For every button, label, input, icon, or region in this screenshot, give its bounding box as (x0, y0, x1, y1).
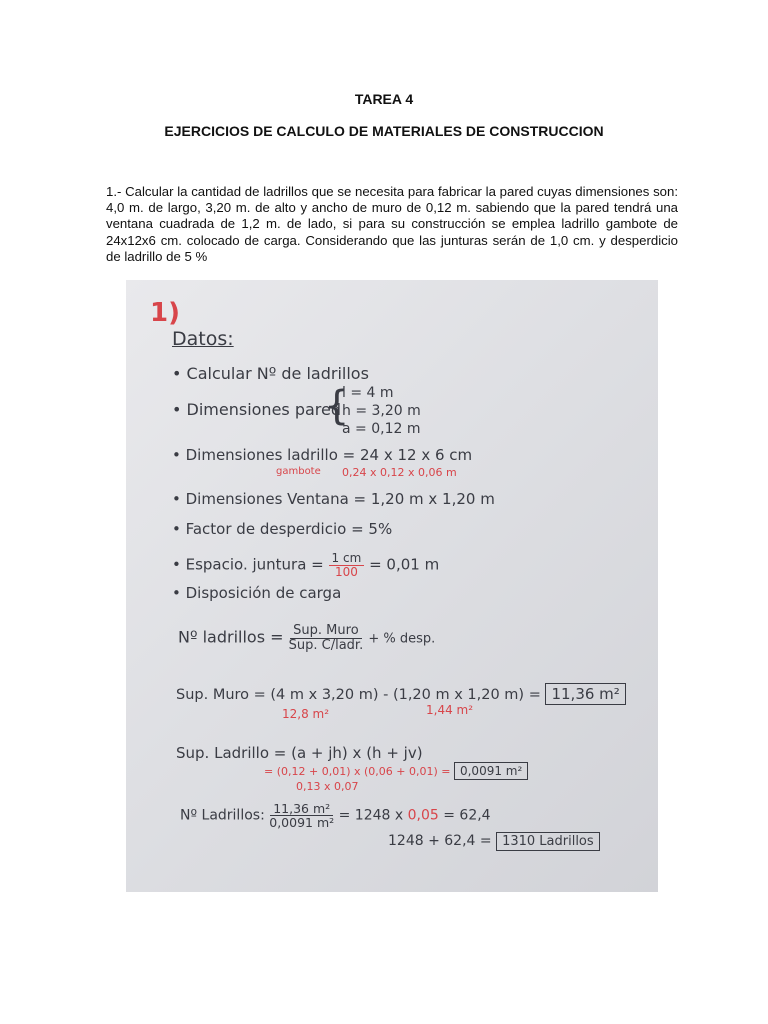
eq1-label: Nº ladrillos = (178, 627, 284, 647)
eq5-text: 1248 + 62,4 = (388, 833, 492, 849)
juntura-fraction (329, 552, 365, 578)
gambote-note: gambote (276, 466, 321, 477)
eq4-mid: = 1248 x (338, 807, 404, 824)
eq5-result-box: 1310 Ladrillos (496, 832, 600, 851)
eq-total (388, 833, 600, 849)
eq3-sub-1: = (0,12 + 0,01) x (0,06 + 0,01) = (264, 765, 451, 778)
juntura-result: = 0,01 m (369, 555, 440, 574)
dim-h: h = 3,20 m (342, 403, 421, 419)
eq3-sub-2: 0,13 x 0,07 (296, 780, 359, 793)
juntura-label: • Espacio. juntura = (172, 555, 324, 574)
item-juntura (172, 552, 439, 578)
eq4-tail: = 62,4 (443, 807, 491, 824)
eq4-fraction (269, 802, 334, 829)
juntura-frac-num: 1 cm (329, 552, 365, 566)
dim-l: l = 4 m (342, 385, 394, 401)
brace-symbol: { (324, 383, 350, 429)
item-dim-pared: • Dimensiones pared (172, 400, 342, 419)
eq2-sub-2: 1,44 m² (426, 703, 474, 717)
ladrillo-meters: 0,24 x 0,12 x 0,06 m (342, 466, 457, 479)
eq-sup-ladrillo: Sup. Ladrillo = (a + jh) x (h + jv) (176, 744, 423, 762)
eq-n-ladrillos-2 (180, 802, 491, 829)
page-title: TAREA 4 (354, 91, 414, 107)
eq-sup-muro (176, 685, 626, 703)
eq4-red: 0,05 (407, 807, 439, 824)
eq1-num: Sup. Muro (290, 624, 361, 639)
exercise-number: 1) (150, 298, 180, 328)
eq-n-ladrillos (178, 624, 435, 652)
eq3-sub-row (264, 764, 528, 778)
eq4-label: Nº Ladrillos: (180, 807, 265, 824)
juntura-frac-den: 100 (334, 564, 358, 579)
item-disposicion: • Disposición de carga (172, 584, 342, 602)
eq3-result-box: 0,0091 m² (454, 762, 528, 780)
eq2-text: Sup. Muro = (4 m x 3,20 m) - (1,20 m x 1,20 m) = (176, 687, 541, 703)
handwritten-notes-photo (126, 280, 658, 892)
item-dim-ladrillo: • Dimensiones ladrillo = 24 x 12 x 6 cm (172, 446, 473, 464)
eq4-den: 0,0091 m² (269, 815, 335, 831)
item-calcular: • Calcular Nº de ladrillos (172, 364, 369, 383)
item-desperdicio: • Factor de desperdicio = 5% (172, 520, 393, 538)
eq2-result-box: 11,36 m² (545, 683, 625, 705)
eq1-fraction (289, 624, 364, 652)
eq1-den: Sup. C/ladr. (288, 637, 364, 653)
eq1-tail: + % desp. (368, 631, 436, 647)
page-subtitle: EJERCICIOS DE CALCULO DE MATERIALES DE CONSTRUCCION (164, 123, 604, 139)
eq2-sub-1: 12,8 m² (282, 707, 330, 721)
dim-a: a = 0,12 m (342, 421, 421, 437)
item-dim-ventana: • Dimensiones Ventana = 1,20 m x 1,20 m (172, 490, 495, 508)
problem-statement: 1.- Calcular la cantidad de ladrillos que se necesita para fabricar la pared cuyas dimensiones son: 4,0 m. de largo, 3,20 m. de alto y ancho de muro de 0,12 m. sabiendo que la pared tendrá una ventana cuadrada de 1,2 m. de lado, si para su construcción se emplea ladrillo gambote de 24x12x6 cm. colocado de carga. Considerando que las junturas serán de 1,0 cm. y desperdicio de ladrillo de 5 % (106, 184, 678, 264)
eq4-num: 11,36 m² (270, 802, 333, 816)
datos-heading: Datos: (172, 328, 234, 350)
